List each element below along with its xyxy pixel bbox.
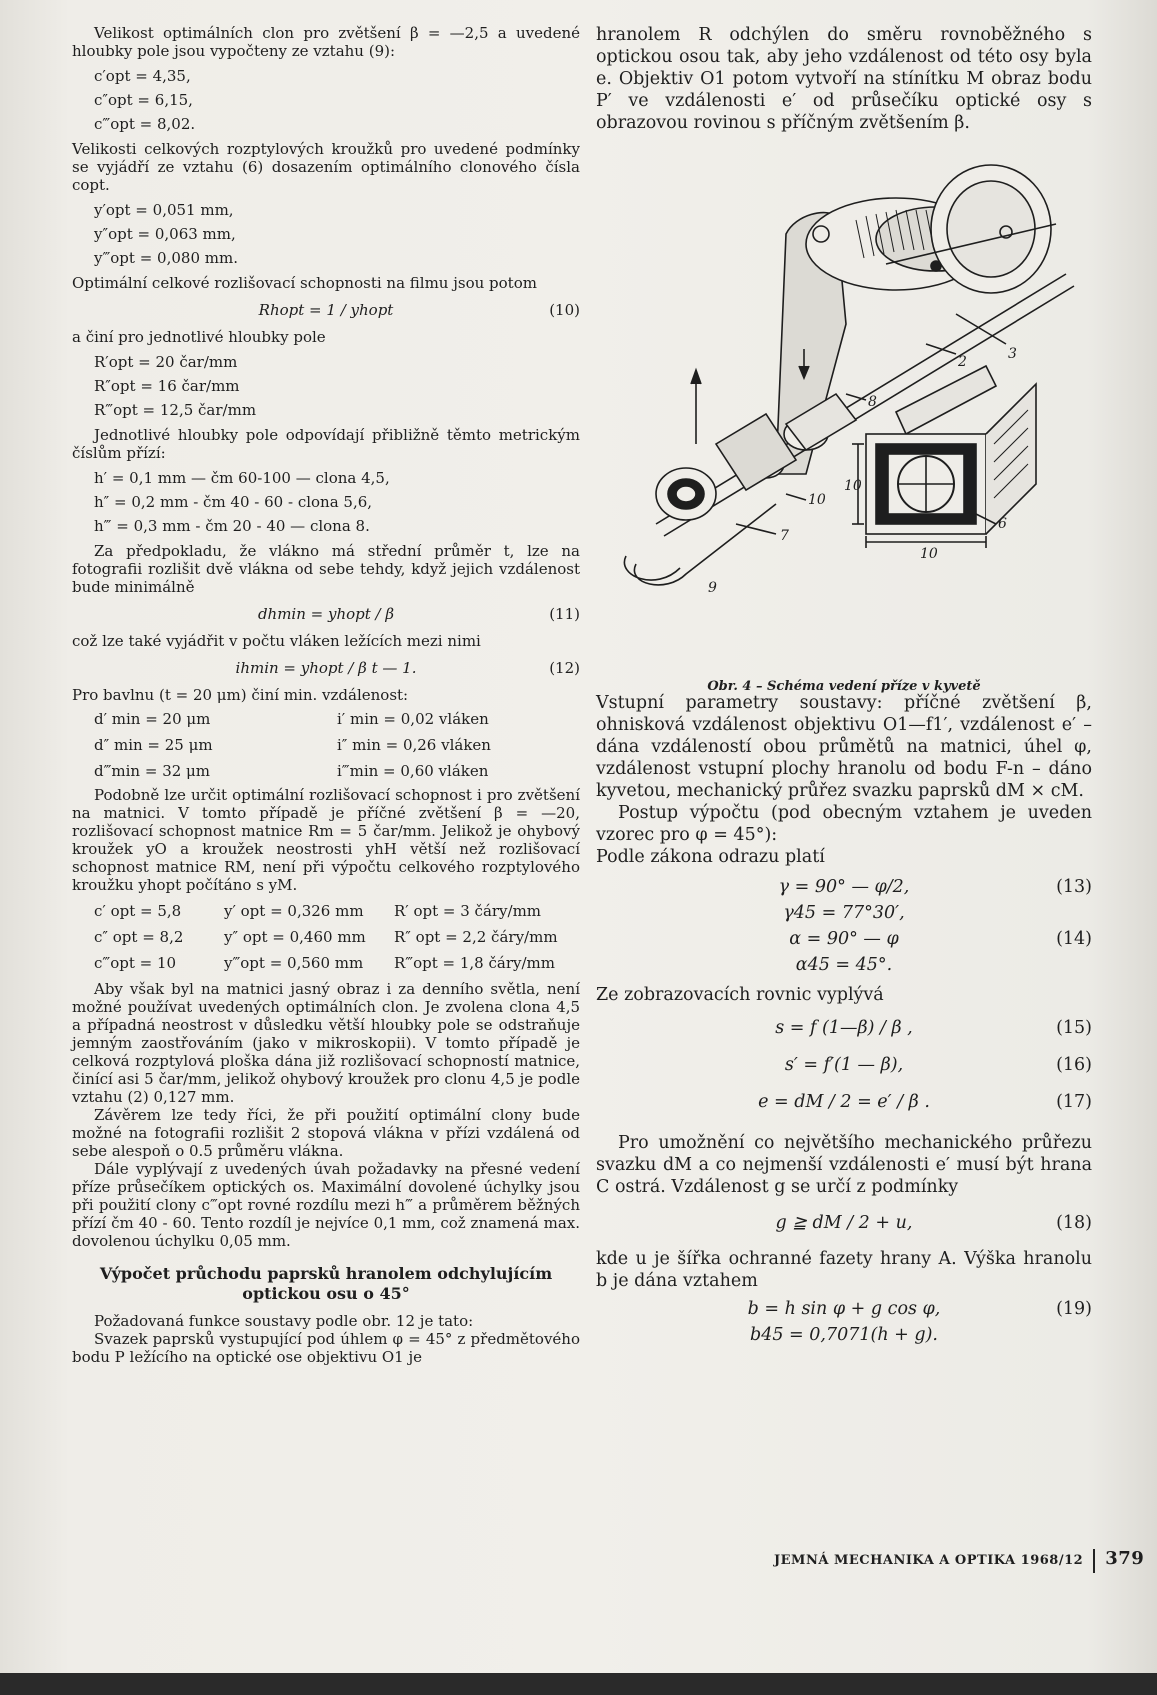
right-column (596, 24, 1092, 1348)
table-cell: d″ min = 25 μm (94, 736, 213, 754)
label-2: 2 (958, 354, 967, 370)
paragraph: hranolem R odchýlen do směru rovnoběžného s optickou osou tak, aby jeho vzdálenost od této osy byla e. Objektiv O1 potom vytvoří na stínítku M obraz bodu P′ ve vzdálenosti e′ od průsečíku optické osy s obrazovou rovinou s příčným zvětšením β. (596, 25, 1092, 133)
figure-4 (596, 144, 1092, 694)
list-item: R″opt = 16 čar/mm (94, 377, 240, 395)
list-item: R‴opt = 12,5 čar/mm (94, 401, 257, 419)
y-opt-list (94, 198, 580, 270)
equation-15: s = f (1—β) / β , (15) (775, 1018, 1092, 1038)
list-item: c″opt = 6,15, (94, 91, 193, 109)
list-item: y″opt = 0,063 mm, (94, 225, 236, 243)
equation-17: e = dM / 2 = e′ / β . (17) (758, 1092, 1092, 1112)
table-cell: d′ min = 20 μm (94, 710, 211, 728)
paragraph: což lze také vyjádřit v počtu vláken ležících mezi nimi (72, 632, 481, 650)
label-10-horizontal: 10 (920, 546, 938, 562)
paragraph: Velikosti celkových rozptylových kroužků pro uvedené podmínky se vyjádří ze vztahu (6) dosazením optimálního clonového čísla copt. (72, 140, 580, 194)
yarn-guide-schematic (596, 144, 1092, 664)
list-item: c‴opt = 8,02. (94, 115, 196, 133)
list-item: h″ = 0,2 mm - čm 40 - 60 - clona 5,6, (94, 493, 373, 511)
label-9: 9 (708, 580, 717, 596)
left-column (72, 24, 580, 1366)
paragraph: Podobně lze určit optimální rozlišovací schopnost i pro zvětšení na matnici. V tomto případě je příčné zvětšení β = —20, rozlišovací schopnost matnice Rm = 5 čar/mm. Jelikož je ohybový kroužek yO a kroužek neostrosti yhH větší než rozlišovací schopnost matnice RM, není při výpočtu celkového rozptylového kroužku yhopt počítáno s yM. (72, 786, 580, 894)
equation-13: γ = 90° — φ/2, (13) (778, 877, 1092, 897)
paragraph: Pro umožnění co největšího mechanického průřezu svazku dM a co nejmenší vzdálenosti e′ musí být hrana C ostrá. Vzdálenost g se určí z podmínky (596, 1133, 1092, 1197)
paragraph: Podle zákona odrazu platí (596, 847, 825, 867)
section-heading: Výpočet průchodu paprsků hranolem odchylujícím optickou osu o 45° (99, 1264, 553, 1303)
paragraph: Optimální celkové rozlišovací schopnosti na filmu jsou potom (72, 274, 537, 292)
list-item: y′opt = 0,051 mm, (94, 201, 234, 219)
label-10-vertical: 10 (844, 478, 862, 494)
table-cell: i′ min = 0,02 vláken (337, 710, 489, 728)
label-6: 6 (998, 516, 1007, 532)
list-item: R′opt = 20 čar/mm (94, 353, 238, 371)
equation-19b: b45 = 0,7071(h + g). (750, 1325, 938, 1345)
paragraph: Za předpokladu, že vlákno má střední průměr t, lze na fotografii rozlišit dvě vlákna od sebe tehdy, když jejich vzdálenost bude minimálně (72, 542, 580, 596)
scan-edge (0, 1673, 1157, 1695)
table-row: c′ opt = 5,8 y′ opt = 0,326 mm R′ opt = 3 čáry/mm (94, 902, 542, 920)
table-cell: i″ min = 0,26 vláken (337, 736, 491, 754)
paragraph: Jednotlivé hloubky pole odpovídají přibližně těmto metrickým číslům přízí: (72, 426, 580, 462)
table-row: c‴opt = 10 y‴opt = 0,560 mm R‴opt = 1,8 čáry/mm (94, 954, 555, 972)
equation-16: s′ = f′(1 — β), (16) (784, 1055, 1092, 1075)
equation-14b: α45 = 45°. (795, 955, 893, 975)
paragraph: Závěrem lze tedy říci, že při použití optimální clony bude možné na fotografii rozlišit 2 stopová vlákna v přízi vzdálená od sebe alespoň o 0.5 průměru vlákna. (72, 1106, 580, 1160)
label-3: 3 (1008, 346, 1017, 362)
label-10: 10 (808, 492, 826, 508)
list-item: h′ = 0,1 mm — čm 60-100 — clona 4,5, (94, 469, 390, 487)
table-row: c″ opt = 8,2 y″ opt = 0,460 mm R″ opt = 2,2 čáry/mm (94, 928, 558, 946)
page-number: 379 (1105, 1548, 1145, 1569)
paragraph: Ze zobrazovacích rovnic vyplývá (596, 985, 884, 1005)
equation-12: ihmin = yhopt / β t — 1. (12) (235, 659, 580, 677)
equation-18: g ≧ dM / 2 + u, (18) (775, 1213, 1092, 1233)
paragraph: Požadovaná funkce soustavy podle obr. 12 je tato: (94, 1312, 474, 1330)
paragraph: a činí pro jednotlivé hloubky pole (72, 328, 326, 346)
paragraph: Dále vyplývají z uvedených úvah požadavky na přesné vedení příze průsečíkem optických os. Maximální dovolené úchylky jsou při použití clony c‴opt rovné rozdílu mezi h‴ a průměrem běžných přízí čm 40 - 60. Tento rozdíl je nejvíce 0,1 mm, což znamená max. dovolenou úchylku 0,05 mm. (72, 1160, 580, 1250)
equation-11: dhmin = yhopt / β (11) (257, 605, 580, 623)
equation-14: α = 90° — φ (14) (789, 929, 1092, 949)
table-cell: i‴min = 0,60 vláken (337, 762, 489, 780)
paragraph: Svazek paprsků vystupující pod úhlem φ = 45° z předmětového bodu P ležícího na optické ose objektivu O1 je (72, 1330, 580, 1366)
paragraph: Velikost optimálních clon pro zvětšení β = —2,5 a uvedené hloubky pole jsou vypočteny ze vztahu (9): (72, 24, 580, 60)
list-item: h‴ = 0,3 mm - čm 20 - 40 — clona 8. (94, 517, 370, 535)
journal-name: JEMNÁ MECHANIKA A OPTIKA 1968/12 (774, 1553, 1084, 1568)
depth-list (94, 466, 580, 538)
footer-divider (1093, 1549, 1095, 1573)
paragraph: kde u je šířka ochranné fazety hrany A. Výška hranolu b je dána vztahem (596, 1249, 1092, 1291)
label-7: 7 (780, 528, 789, 544)
paragraph: Aby však byl na matnici jasný obraz i za denního světla, není možné používat uvedených optimálních clon. Je zvolena clona 4,5 a případná neostrost v důsledku větší hloubky pole se odstraňuje jemným zaostřováním (jako v mikroskopii). V tomto případě je celková rozptylová ploška dána již rozlišovací schopností matnice, činící asi 5 čar/mm, jelikož ohybový kroužek pro clonu 4,5 je podle vztahu (2) 0,127 mm. (72, 980, 580, 1106)
paragraph: Pro bavlnu (t = 20 μm) činí min. vzdálenost: (72, 686, 409, 704)
r-opt-list (94, 350, 580, 422)
min-distance-table (94, 706, 580, 784)
figure-caption: Obr. 4 – Schéma vedení příze v kyvetě (707, 679, 981, 694)
list-item: y‴opt = 0,080 mm. (94, 249, 238, 267)
paragraph: Vstupní parametry soustavy: příčné zvětšení β, ohnisková vzdálenost objektivu O1—f1′, vzdálenost e′ – dána vzdáleností obou průmětů na matnici, úhel φ, vzdálenost vstupní plochy hranolu od bodu F-n – dáno kyvetou, mechanický průřez svazku paprsků dM × cM. (596, 693, 1092, 801)
list-item: c′opt = 4,35, (94, 67, 191, 85)
equation-19: b = h sin φ + g cos φ, (19) (747, 1299, 1092, 1319)
label-8: 8 (868, 394, 877, 410)
table-cell: d‴min = 32 μm (94, 762, 211, 780)
optimal-values-table (94, 898, 580, 976)
page-footer (774, 1548, 1144, 1573)
equation-10: Rhopt = 1 / yhopt (10) (258, 301, 580, 319)
c-opt-list (94, 64, 580, 136)
equation-13b: γ45 = 77°30′, (783, 903, 905, 923)
paragraph: Postup výpočtu (pod obecným vztahem je uveden vzorec pro φ = 45°): (596, 803, 1092, 845)
